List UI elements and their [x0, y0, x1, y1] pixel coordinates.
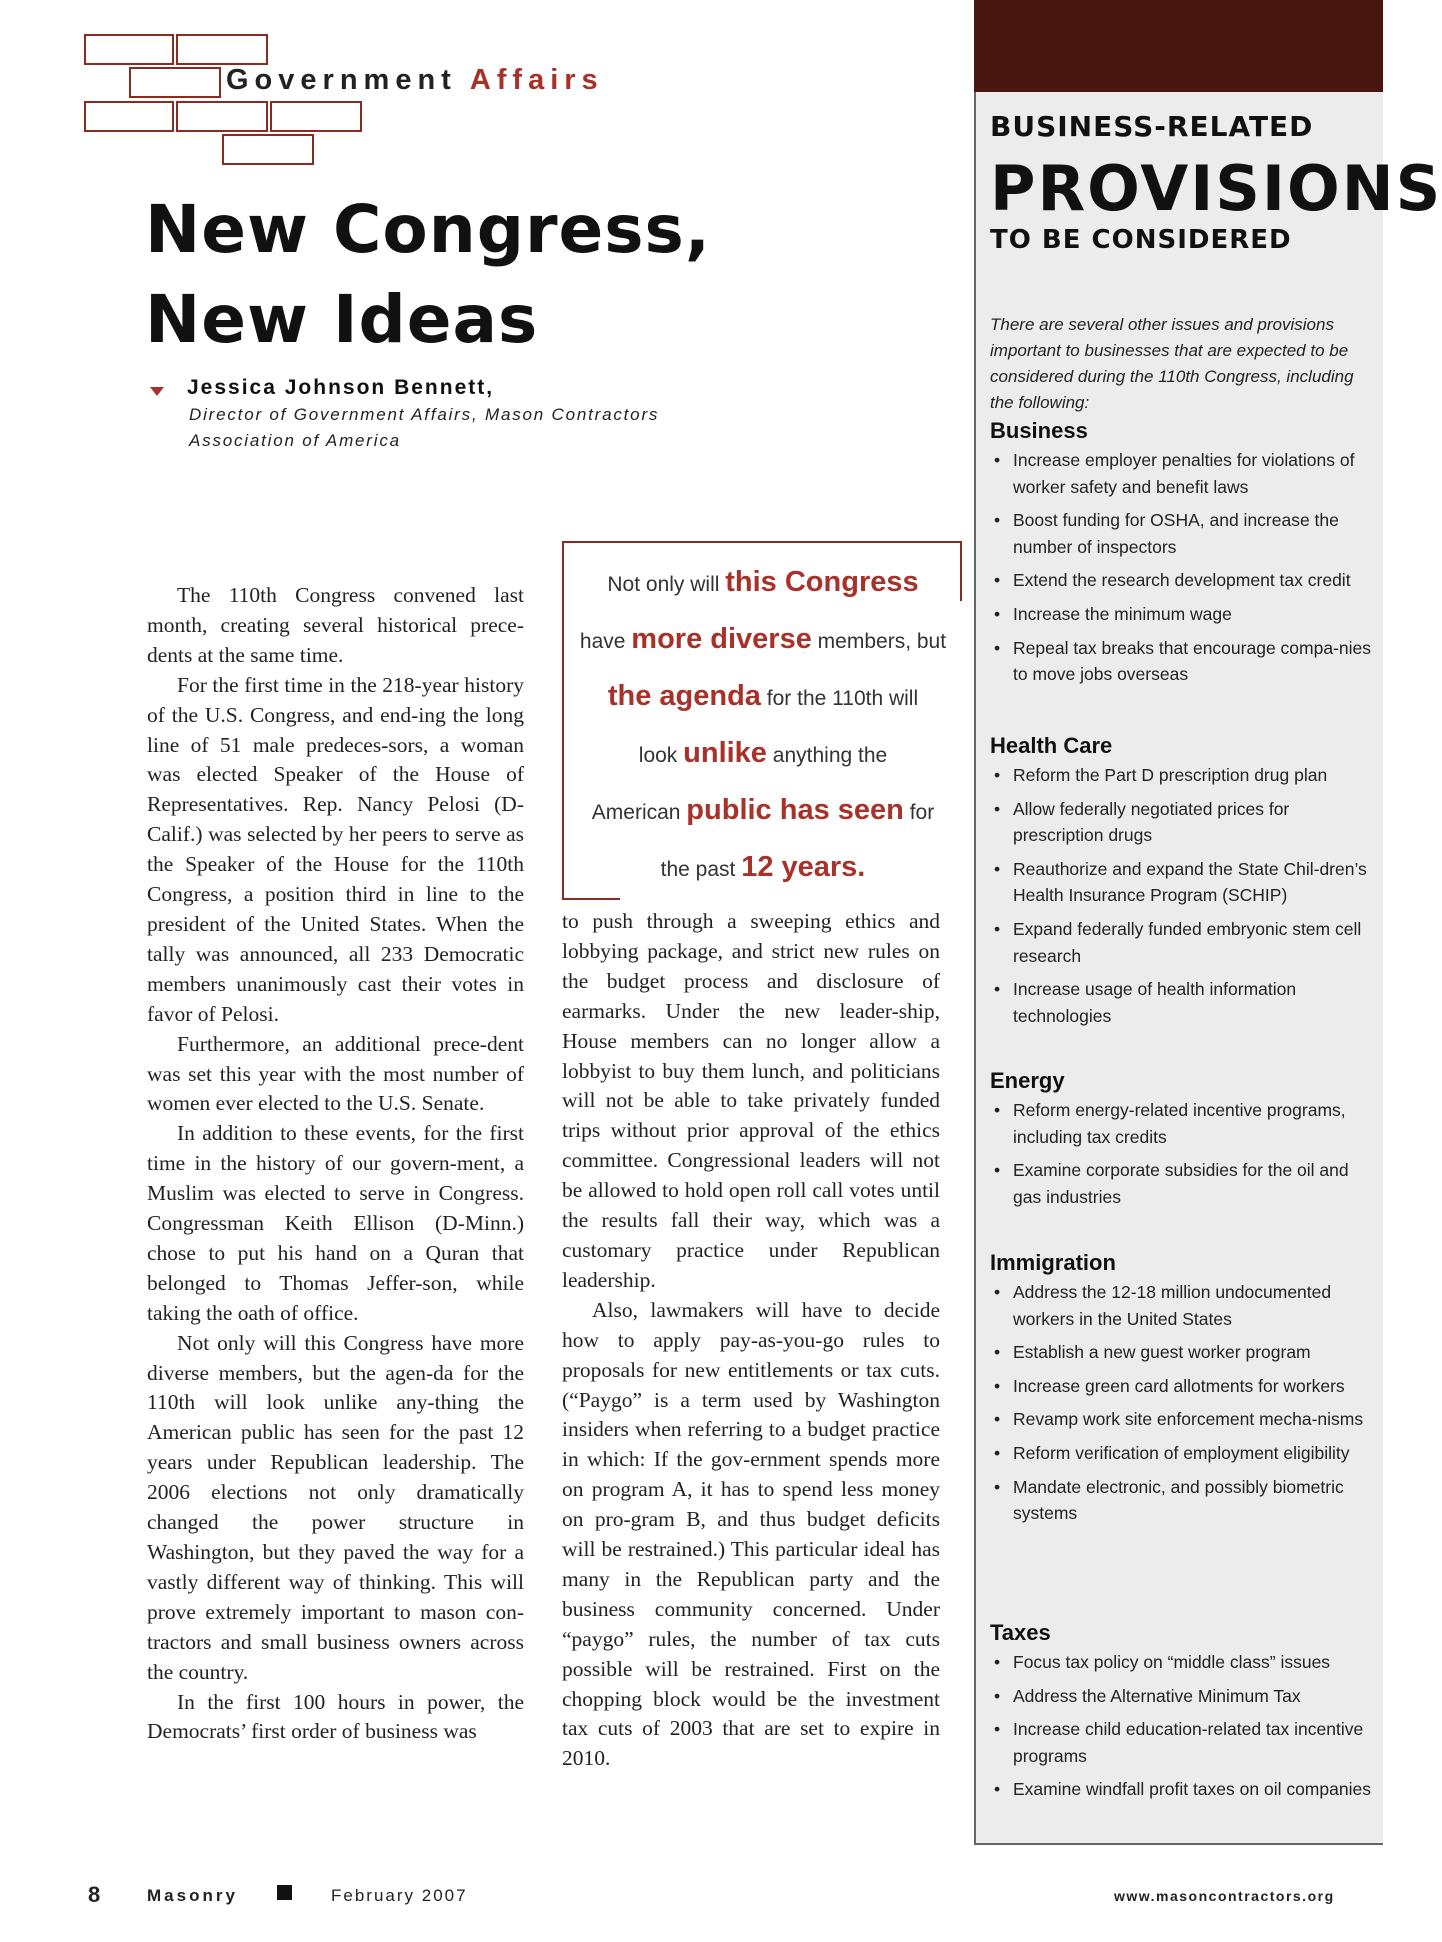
list-item: • Extend the research development tax credit: [990, 567, 1376, 594]
sidebar-section-taxes: [990, 1620, 1376, 1810]
pq-highlight: public has seen: [686, 794, 904, 826]
sidebar-list: [990, 1649, 1376, 1803]
magazine-name: Masonry: [147, 1886, 238, 1905]
brick-shape: [176, 101, 268, 132]
sidebar-section-title: Immigration: [990, 1250, 1116, 1275]
paragraph: Furthermore, an additional prece-dent was set this year with the most number of women ever elected to the U.S. Senate.: [147, 1031, 524, 1116]
paragraph: For the first time in the 218-year history of the U.S. Congress, and end-ing the long line of 51 male predeces-sors, a woman was elected Speaker of the House of Representatives. Rep. Nancy Pelosi (D-Calif.) was selected by her peers to serve as the Speaker of the House for the 110th Congress, a position third in line to the president of the United States. When the tally was announced, all 233 Democratic members unanimously cast their votes in favor of Pelosi.: [147, 672, 524, 1026]
pq-highlight: 12 years.: [741, 851, 866, 883]
sidebar: [974, 0, 1442, 1845]
list-item: • Increase usage of health information technologies: [990, 976, 1376, 1029]
sidebar-section-energy: [990, 1068, 1376, 1217]
sidebar-list: [990, 1279, 1376, 1527]
pull-quote-rule: [562, 541, 962, 543]
square-separator-icon: [277, 1885, 292, 1900]
pull-quote-rule: [960, 541, 962, 601]
list-item: • Address the 12-18 million undocumented workers in the United States: [990, 1279, 1376, 1332]
sidebar-section-title: Energy: [990, 1068, 1065, 1093]
issue-date: February 2007: [331, 1886, 468, 1905]
pull-quote-text: [566, 555, 960, 897]
sidebar-border: [974, 1843, 1383, 1845]
paragraph: Not only will this Congress have more diverse members, but the agen-da for the 110th will look unlike any-thing the American public has seen for the past 12 years under Republican leadership. The 2006 elections not only dramatically changed the power structure in Washington, but they paved the way for a vastly different way of thinking. This will prove extremely important to mason con-tractors and small business owners across the country.: [147, 1330, 524, 1684]
section-label-accent: Affairs: [469, 64, 604, 96]
list-item: • Increase green card allotments for workers: [990, 1373, 1376, 1400]
website-url: www.masoncontractors.org: [1114, 1888, 1335, 1904]
list-item: • Increase child education-related tax incentive programs: [990, 1716, 1376, 1769]
paragraph: Also, lawmakers will have to decide how to apply pay-as-you-go rules to proposals for new entitlements or tax cuts. (“Paygo” is a term used by Washington insiders when referring to a budget practice in which: If the gov-ernment spends more on program A, it has to spend less money on pro-gram B, and thus budget deficits will be restrained.) This particular ideal has many in the Republican party and the business community concerned. Under “paygo” rules, the number of tax cuts possible will be restrained. First on the chopping block would be the investment tax cuts of 2003 that are set to expire in 2010.: [562, 1297, 940, 1771]
paragraph: to push through a sweeping ethics and lobbying package, and strict new rules on the budget process and disclosure of earmarks. Under the new leader-ship, House members can no longer allow a lobbyist to buy them lunch, and politicians will not be able to take privately funded trips without prior approval of the ethics committee. Congressional leaders will not be allowed to hold open roll call votes until the results fall their way, which was a customary practice under Republican leadership.: [562, 909, 940, 1292]
list-item: • Mandate electronic, and possibly biometric systems: [990, 1474, 1376, 1527]
list-item: • Establish a new guest worker program: [990, 1339, 1376, 1366]
brick-shape: [222, 134, 314, 165]
pq-highlight: this Congress: [725, 566, 919, 598]
pull-quote-rule: [562, 898, 620, 900]
pull-quote-rule: [562, 541, 564, 900]
author-role: Director of Government Affairs, Mason Contractors Association of America: [189, 405, 660, 450]
article-column-1: [147, 581, 524, 1747]
list-item: • Examine corporate subsidies for the oil and gas industries: [990, 1157, 1376, 1210]
sidebar-list: [990, 1097, 1376, 1210]
pq-line: American public has seen for: [591, 794, 935, 826]
title-line-2: New Ideas: [145, 281, 539, 358]
list-item: • Reform verification of employment eligibility: [990, 1440, 1376, 1467]
caret-down-icon: [150, 387, 164, 396]
pq-line: the agenda for the 110th will: [607, 680, 919, 712]
sidebar-list: [990, 762, 1376, 1029]
section-label: [226, 64, 604, 97]
sidebar-intro: There are several other issues and provisions important to businesses that are expected to be considered during the 110th Congress, including the following:: [990, 315, 1354, 412]
brick-shape: [84, 101, 174, 132]
list-item: • Allow federally negotiated prices for prescription drugs: [990, 796, 1376, 849]
sidebar-border: [974, 92, 976, 1845]
sidebar-section-title: Health Care: [990, 733, 1113, 758]
paragraph: In the first 100 hours in power, the Democrats’ first order of business was: [147, 1689, 524, 1744]
page-number: 8: [88, 1882, 101, 1907]
brick-shape: [84, 34, 174, 65]
title-line-1: New Congress,: [145, 191, 711, 268]
sidebar-heading-line-2: PROVISIONS: [990, 152, 1442, 225]
paragraph: The 110th Congress convened last month, creating several historical prece-dents at the same time.: [147, 583, 524, 667]
sidebar-section-health-care: [990, 733, 1376, 1036]
list-item: • Expand federally funded embryonic stem cell research: [990, 916, 1376, 969]
sidebar-section-immigration: [990, 1250, 1376, 1534]
brick-shape: [270, 101, 362, 132]
list-item: • Revamp work site enforcement mecha-nisms: [990, 1406, 1376, 1433]
sidebar-heading-line-1: BUSINESS-RELATED: [990, 110, 1314, 143]
list-item: • Increase employer penalties for violations of worker safety and benefit laws: [990, 447, 1376, 500]
sidebar-section-title: Business: [990, 418, 1088, 443]
list-item: • Reform the Part D prescription drug plan: [990, 762, 1376, 789]
paragraph: In addition to these events, for the first time in the history of our govern-ment, a Muslim was elected to serve in Congress. Congressman Keith Ellison (D-Minn.) chose to put his hand on a Quran that belonged to Thomas Jeffer-son, while taking the oath of office.: [147, 1121, 524, 1325]
sidebar-section-title: Taxes: [990, 1620, 1051, 1645]
list-item: • Address the Alternative Minimum Tax: [990, 1683, 1376, 1710]
list-item: • Increase the minimum wage: [990, 601, 1376, 628]
list-item: • Repeal tax breaks that encourage compa-nies to move jobs overseas: [990, 635, 1376, 688]
pq-highlight: unlike: [683, 737, 767, 769]
sidebar-section-business: [990, 418, 1376, 695]
sidebar-list: [990, 447, 1376, 688]
pq-line: the past 12 years.: [660, 851, 866, 883]
pq-line: Not only will this Congress: [607, 566, 919, 598]
pq-line: have more diverse members, but: [579, 623, 947, 655]
author-name: Jessica Johnson Bennett,: [187, 376, 495, 399]
section-label-primary: Government: [226, 64, 457, 96]
pull-quote: [562, 541, 962, 900]
sidebar-heading: [990, 110, 1442, 255]
brick-shape: [176, 34, 268, 65]
article-column-2: [562, 907, 940, 1774]
brick-shape: [129, 67, 221, 98]
list-item: • Focus tax policy on “middle class” issues: [990, 1649, 1376, 1676]
list-item: • Boost funding for OSHA, and increase the number of inspectors: [990, 507, 1376, 560]
list-item: • Reauthorize and expand the State Chil-dren’s Health Insurance Program (SCHIP): [990, 856, 1376, 909]
sidebar-top-band: [974, 0, 1383, 92]
pq-highlight: the agenda: [607, 680, 761, 712]
sidebar-heading-line-3: TO BE CONSIDERED: [990, 225, 1292, 255]
list-item: • Reform energy-related incentive programs, including tax credits: [990, 1097, 1376, 1150]
pq-line: look unlike anything the: [638, 737, 888, 769]
pq-highlight: more diverse: [631, 623, 812, 655]
article-title: [145, 185, 765, 365]
list-item: • Examine windfall profit taxes on oil companies: [990, 1776, 1376, 1803]
